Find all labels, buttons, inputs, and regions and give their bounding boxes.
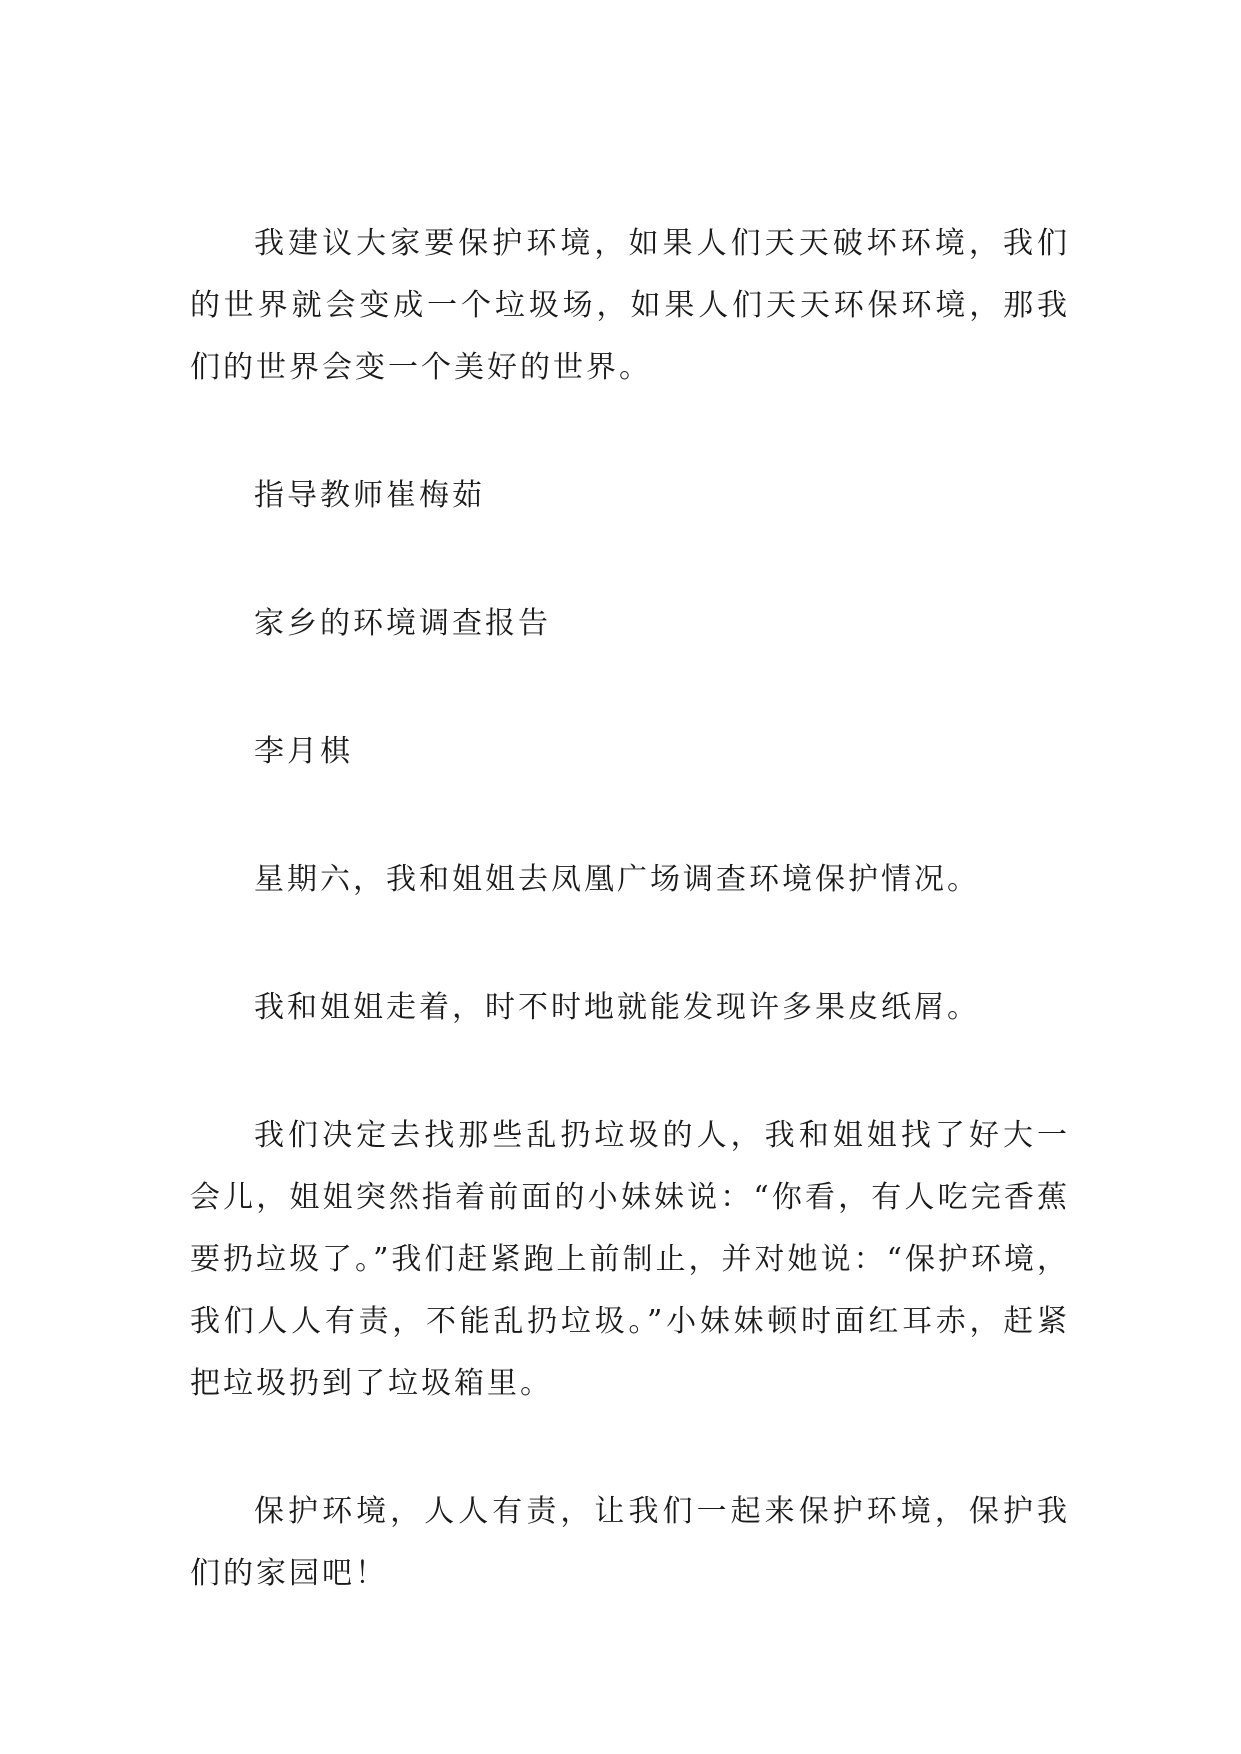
paragraph-teacher: 指导教师崔梅茹 <box>254 478 485 513</box>
paragraph-saturday: 星期六，我和姐姐去凤凰广场调查环境保护情况。 <box>254 862 980 897</box>
paragraph-author: 李月棋 <box>254 734 353 769</box>
document-body <box>190 213 1070 1605</box>
paragraph-report-title: 家乡的环境调查报告 <box>254 606 551 641</box>
paragraph-walking: 我和姐姐走着，时不时地就能发现许多果皮纸屑。 <box>254 990 980 1025</box>
paragraph-conclusion: 保护环境，人人有责，让我们一起来保护环境，保护我们的家园吧！ <box>190 1494 1070 1591</box>
paragraph-little-sister: 我们决定去找那些乱扔垃圾的人，我和姐姐找了好大一会儿，姐姐突然指着前面的小妹妹说：“你看，有人吃完香蕉要扔垃圾了。”我们赶紧跑上前制止，并对她说：“保护环境，我们人人有责，不能乱扔垃圾。”小妹妹顿时面红耳赤，赶紧把垃圾扔到了垃圾箱里。 <box>190 1118 1070 1401</box>
paragraph-protect-suggestion: 我建议大家要保护环境，如果人们天天破坏环境，我们的世界就会变成一个垃圾场，如果人们天天环保环境，那我们的世界会变一个美好的世界。 <box>190 226 1070 385</box>
